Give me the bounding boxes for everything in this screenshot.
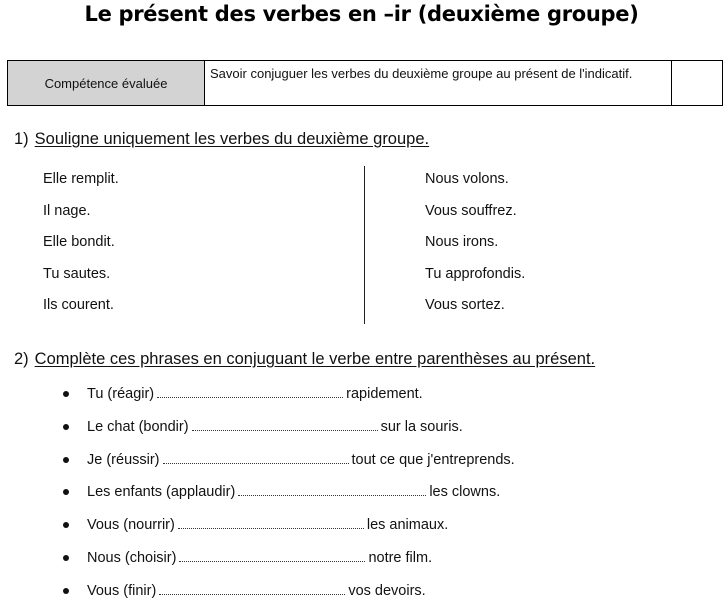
answer-blank[interactable] <box>178 516 364 529</box>
answer-blank[interactable] <box>238 483 426 496</box>
sentence-item: Il nage. <box>43 202 91 219</box>
item-before: Vous (nourrir) <box>87 517 175 534</box>
list-item <box>60 581 515 614</box>
item-before: Nous (choisir) <box>87 549 177 566</box>
answer-blank[interactable] <box>159 582 345 595</box>
bullet-icon <box>63 489 69 495</box>
item-after: les clowns. <box>429 484 501 501</box>
exercise1-number: 1) <box>14 130 29 148</box>
sentence-item: Vous souffrez. <box>425 202 517 219</box>
bullet-icon <box>63 391 69 397</box>
item-before: Tu (réagir) <box>87 386 155 402</box>
exercise2-number: 2) <box>14 350 29 368</box>
list-item <box>60 417 515 450</box>
item-after: rapidement. <box>346 386 423 402</box>
item-before: Les enfants (applaudir) <box>87 484 236 501</box>
list-item <box>60 384 515 417</box>
sentence-item: Elle remplit. <box>43 171 119 187</box>
item-after: tout ce que j'entreprends. <box>351 451 515 468</box>
column-divider <box>364 166 365 324</box>
list-item <box>60 450 515 483</box>
sentence-item: Elle bondit. <box>43 234 115 250</box>
exercise1-left-column <box>43 169 119 327</box>
competence-table <box>7 60 723 106</box>
bullet-icon <box>63 588 69 594</box>
sentence-item: Nous irons. <box>425 234 499 250</box>
item-before: Je (réussir) <box>87 451 160 468</box>
answer-blank[interactable] <box>179 549 365 562</box>
competence-score-cell <box>672 61 723 106</box>
item-after: sur la souris. <box>380 418 463 435</box>
item-before: Vous (finir) <box>87 582 157 599</box>
sentence-item: Tu approfondis. <box>425 265 526 282</box>
exercise2-instruction: Complète ces phrases en conjuguant le verbe entre parenthèses au présent. <box>34 350 596 368</box>
bullet-icon <box>63 555 69 561</box>
bullet-icon <box>63 522 69 528</box>
answer-blank[interactable] <box>163 451 349 464</box>
sentence-item: Vous sortez. <box>425 297 505 313</box>
item-after: les animaux. <box>366 517 449 534</box>
page-title: Le présent des verbes en –ir (deuxième groupe) <box>84 2 639 26</box>
bullet-icon <box>63 457 69 463</box>
exercise2-heading <box>14 350 595 369</box>
exercise1-heading <box>14 130 429 149</box>
exercise1-right-column <box>425 169 525 327</box>
competence-label: Compétence évaluée <box>8 61 205 106</box>
bullet-icon <box>63 424 69 430</box>
item-after: notre film. <box>368 549 433 566</box>
competence-description: Savoir conjuguer les verbes du deuxième groupe au présent de l'indicatif. <box>205 61 672 106</box>
answer-blank[interactable] <box>192 418 378 431</box>
sentence-item: Tu sautes. <box>43 265 111 282</box>
item-before: Le chat (bondir) <box>87 418 189 435</box>
exercise2-list <box>60 384 515 614</box>
list-item <box>60 482 515 515</box>
item-after: vos devoirs. <box>348 582 426 599</box>
sentence-item: Nous volons. <box>425 171 509 187</box>
list-item <box>60 548 515 581</box>
list-item <box>60 515 515 548</box>
answer-blank[interactable] <box>157 385 343 398</box>
exercise1-instruction: Souligne uniquement les verbes du deuxième groupe. <box>34 130 430 148</box>
sentence-item: Ils courent. <box>43 297 114 313</box>
